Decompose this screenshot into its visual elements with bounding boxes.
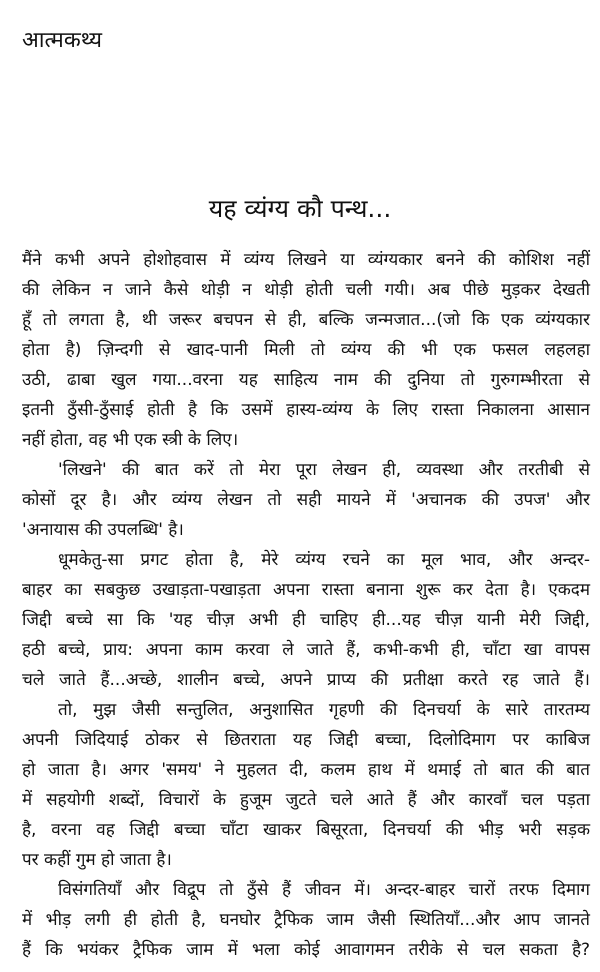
body-line: हैं कि भयंकर ट्रैफिक जाम में भला कोई आवागमन तरीके से चल सकता है? [22, 940, 590, 960]
body-line: धूमकेतु-सा प्रगट होता है, मेरे व्यंग्य रचने का मूल भाव, और अन्दर- [58, 550, 590, 570]
body-line: है, वरना वह जिद्दी बच्चा चाँटा खाकर बिसूरता, दिनचर्या की भीड़ भरी सड़क [22, 820, 590, 840]
body-line: 'लिखने' की बात करें तो मेरा पूरा लेखन ही, व्यवस्था और तरतीबी से [58, 460, 590, 480]
body-line: पर कहीं गुम हो जाता है। [22, 850, 172, 870]
body-line: चले जाते हैं...अच्छे, शालीन बच्चे, अपने प्राप्य की प्रतीक्षा करते रह जाते हैं। [22, 670, 590, 690]
body-line: होता है) ज़िन्दगी से खाद-पानी मिली तो व्यंग्य की भी एक फसल लहलहा [22, 340, 590, 360]
body-line: विसंगतियाँ और विद्रूप तो ठुँसे हैं जीवन में। अन्दर-बाहर चारों तरफ दिमाग [58, 880, 590, 900]
body-line: मैंने कभी अपने होशोहवास में व्यंग्य लिखने या व्यंग्यकार बनने की कोशिश नहीं [22, 250, 590, 270]
body-line: उठी, ढाबा खुल गया...वरना यह साहित्य नाम की दुनिया तो गुरुगम्भीरता से [22, 370, 590, 390]
body-line: में भीड़ लगी ही होती है, घनघोर ट्रैफिक जाम जैसी स्थितियाँ...और आप जानते [22, 910, 590, 930]
body-line: हो जाता है। अगर 'समय' ने मुहलत दी, कलम हाथ में थमाई तो बात की बात [22, 760, 590, 780]
body-line: कोसों दूर है। और व्यंग्य लेखन तो सही मायने में 'अचानक की उपज' और [22, 490, 590, 510]
body-line: जिद्दी बच्चे सा कि 'यह चीज़ अभी ही चाहिए ही...यह चीज़ यानी मेरी जिद्दी, [22, 610, 590, 630]
body-line: 'अनायास की उपलब्धि' है। [22, 520, 184, 540]
chapter-title: यह व्यंग्य कौ पन्थ... [208, 194, 392, 223]
body-line: अपनी जिदियाई ठोकर से छितराता यह जिद्दी बच्चा, दिलोदिमाग पर काबिज [22, 730, 590, 750]
body-line: हूँ तो लगता है, थी जरूर बचपन से ही, बल्कि जन्मजात...(जो कि एक व्यंग्यकार [22, 310, 590, 330]
body-line: हठी बच्चे, प्राय: अपना काम करवा ले जाते हैं, कभी-कभी ही, चाँटा खा वापस [22, 640, 590, 660]
body-line: तो, मुझ जैसी सन्तुलित, अनुशासित गृहणी की दिनचर्या के सारे तारतम्य [58, 700, 590, 720]
body-line: इतनी ठुँसी-ठुँसाई होती है कि उसमें हास्य-व्यंग्य के लिए रास्ता निकालना आसान [22, 400, 590, 420]
body-line: में सहयोगी शब्दों, विचारों के हुजूम जुटते चले आते हैं और कारवाँ चल पड़ता [22, 790, 590, 810]
section-header: आत्मकथ्य [22, 28, 102, 53]
body-line: नहीं होता, वह भी एक स्त्री के लिए। [22, 430, 239, 450]
body-line: की लेकिन न जाने कैसे थोड़ी न थोड़ी होती चली गयी। अब पीछे मुड़कर देखती [22, 280, 590, 300]
body-line: बाहर का सबकुछ उखाड़ता-पखाड़ता अपना रास्ता बनाना शुरू कर देता है। एकदम [22, 580, 590, 600]
